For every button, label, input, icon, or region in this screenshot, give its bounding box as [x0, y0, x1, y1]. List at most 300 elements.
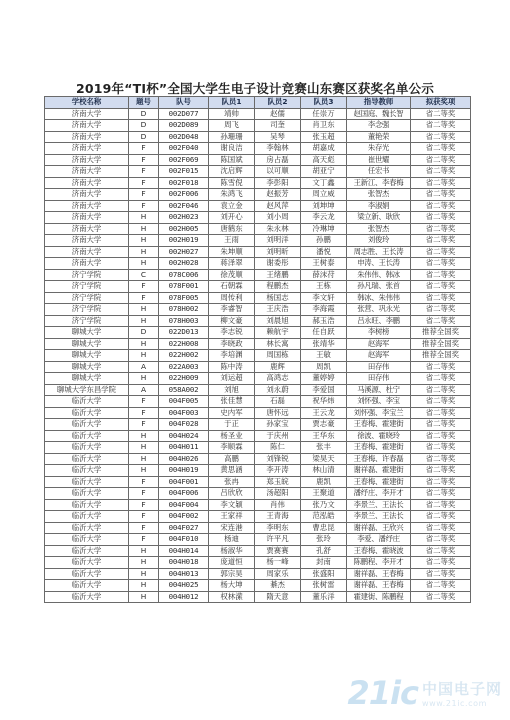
- table-row: [45, 511, 471, 523]
- cell-award: 省二等奖: [411, 108, 471, 120]
- table-row: [45, 258, 471, 270]
- cell-member-3: 董婷婷: [301, 373, 347, 385]
- cell-problem: D: [129, 120, 159, 132]
- cell-school: 临沂大学: [45, 419, 129, 431]
- cell-award: 省二等奖: [411, 430, 471, 442]
- cell-school: 临沂大学: [45, 591, 129, 603]
- cell-member-1: 郭宗昊: [209, 568, 255, 580]
- table-row: [45, 281, 471, 293]
- table-row: [45, 430, 471, 442]
- cell-member-3: 封南: [301, 557, 347, 569]
- cell-team-id: 022H002: [159, 350, 209, 362]
- cell-problem: F: [129, 281, 159, 293]
- cell-award: 省二等奖: [411, 223, 471, 235]
- cell-member-1: 李培渊: [209, 350, 255, 362]
- cell-problem: F: [129, 407, 159, 419]
- cell-member-1: 袁立金: [209, 200, 255, 212]
- cell-member-3: 董乐洋: [301, 591, 347, 603]
- cell-problem: F: [129, 499, 159, 511]
- cell-member-1: 刘开心: [209, 212, 255, 224]
- cell-advisor: 李树榜: [347, 327, 411, 339]
- table-row: [45, 177, 471, 189]
- cell-member-2: 王绪鹏: [255, 269, 301, 281]
- cell-advisor: 孙凡瑞、张首: [347, 281, 411, 293]
- cell-school: 临沂大学: [45, 453, 129, 465]
- cell-member-1: 张佳慧: [209, 396, 255, 408]
- cell-member-1: 黄思涵: [209, 465, 255, 477]
- cell-school: 济南大学: [45, 258, 129, 270]
- cell-member-2: 刘晨旭: [255, 315, 301, 327]
- table-row: [45, 350, 471, 362]
- cell-award: 省二等奖: [411, 419, 471, 431]
- table-row: [45, 212, 471, 224]
- cell-award: 省二等奖: [411, 292, 471, 304]
- cell-award: 省二等奖: [411, 246, 471, 258]
- cell-advisor: 陈鹏程、李开才: [347, 557, 411, 569]
- cell-award: 省二等奖: [411, 154, 471, 166]
- cell-problem: H: [129, 246, 159, 258]
- cell-member-1: 权林潆: [209, 591, 255, 603]
- cell-problem: H: [129, 453, 159, 465]
- cell-team-id: 004F001: [159, 476, 209, 488]
- table-row: [45, 304, 471, 316]
- cell-member-2: 赵儒: [255, 108, 301, 120]
- cell-team-id: 004F003: [159, 407, 209, 419]
- cell-member-1: 吕欣欣: [209, 488, 255, 500]
- table-row: [45, 373, 471, 385]
- cell-member-2: 李翰林: [255, 143, 301, 155]
- cell-member-2: 刘永蔚: [255, 384, 301, 396]
- cell-team-id: 058A002: [159, 384, 209, 396]
- table-row: [45, 166, 471, 178]
- table-row: [45, 522, 471, 534]
- table-row: [45, 154, 471, 166]
- cell-member-3: 张丰: [301, 442, 347, 454]
- cell-problem: H: [129, 315, 159, 327]
- cell-award: 省二等奖: [411, 568, 471, 580]
- cell-award: 推荐全国奖: [411, 327, 471, 339]
- cell-advisor: 赵海军: [347, 338, 411, 350]
- table-row: [45, 419, 471, 431]
- cell-member-2: 谢委彤: [255, 258, 301, 270]
- cell-award: 省二等奖: [411, 522, 471, 534]
- cell-advisor: 王春梅、霍建街: [347, 476, 411, 488]
- cell-problem: F: [129, 522, 159, 534]
- cell-member-3: 冷琳坤: [301, 223, 347, 235]
- cell-member-1: 周传利: [209, 292, 255, 304]
- table-row: [45, 476, 471, 488]
- cell-member-2: 陈仁: [255, 442, 301, 454]
- cell-team-id: 004H024: [159, 430, 209, 442]
- cell-problem: H: [129, 465, 159, 477]
- cell-member-2: 隋天意: [255, 591, 301, 603]
- cell-member-1: 李顺霖: [209, 442, 255, 454]
- cell-problem: H: [129, 223, 159, 235]
- cell-member-1: 刘运超: [209, 373, 255, 385]
- cell-member-3: 王敏: [301, 350, 347, 362]
- cell-school: 临沂大学: [45, 522, 129, 534]
- cell-member-2: 贾赛赛: [255, 545, 301, 557]
- cell-advisor: 张智杰: [347, 189, 411, 201]
- cell-advisor: 霍建街、陈鹏程: [347, 591, 411, 603]
- cell-team-id: 002H023: [159, 212, 209, 224]
- cell-advisor: 周志胜、王长涛: [347, 246, 411, 258]
- cell-member-3: 张树雷: [301, 580, 347, 592]
- cell-school: 济南大学: [45, 108, 129, 120]
- cell-member-1: 于正: [209, 419, 255, 431]
- cell-member-3: 贾志豪: [301, 419, 347, 431]
- table-row: [45, 453, 471, 465]
- cell-team-id: 022H008: [159, 338, 209, 350]
- cell-advisor: 董艳荣: [347, 131, 411, 143]
- cell-advisor: 徐波、霍晓玲: [347, 430, 411, 442]
- cell-problem: A: [129, 384, 159, 396]
- cell-member-3: 王树泰: [301, 258, 347, 270]
- cell-member-1: 朱坤顺: [209, 246, 255, 258]
- header-member-3: 队员3: [301, 97, 347, 109]
- cell-school: 聊城大学: [45, 327, 129, 339]
- cell-problem: F: [129, 189, 159, 201]
- cell-award: 省二等奖: [411, 212, 471, 224]
- cell-member-2: 林长寓: [255, 338, 301, 350]
- cell-team-id: 078C006: [159, 269, 209, 281]
- cell-advisor: 赵国庭、魏长智: [347, 108, 411, 120]
- cell-problem: F: [129, 476, 159, 488]
- cell-member-3: 张乃文: [301, 499, 347, 511]
- cell-member-3: 范泓皓: [301, 511, 347, 523]
- cell-member-2: 李开涛: [255, 465, 301, 477]
- cell-problem: D: [129, 131, 159, 143]
- cell-member-3: 周凯: [301, 361, 347, 373]
- cell-problem: H: [129, 430, 159, 442]
- cell-problem: C: [129, 269, 159, 281]
- cell-member-1: 庞道恒: [209, 557, 255, 569]
- cell-team-id: 004H019: [159, 465, 209, 477]
- cell-school: 济南大学: [45, 166, 129, 178]
- cell-team-id: 002H027: [159, 246, 209, 258]
- cell-school: 济南大学: [45, 200, 129, 212]
- cell-advisor: 吕永旺、李鹏: [347, 315, 411, 327]
- cell-school: 临沂大学: [45, 476, 129, 488]
- table-row: [45, 591, 471, 603]
- table-row: [45, 568, 471, 580]
- cell-problem: F: [129, 177, 159, 189]
- cell-member-3: 王华东: [301, 430, 347, 442]
- cell-team-id: 004F006: [159, 488, 209, 500]
- cell-award: 省二等奖: [411, 189, 471, 201]
- cell-member-3: 张玉超: [301, 131, 347, 143]
- header-member-2: 队员2: [255, 97, 301, 109]
- cell-award: 省二等奖: [411, 361, 471, 373]
- cell-problem: F: [129, 534, 159, 546]
- cell-team-id: 004H025: [159, 580, 209, 592]
- cell-award: 省二等奖: [411, 143, 471, 155]
- cell-problem: H: [129, 212, 159, 224]
- cell-member-2: 赵风萍: [255, 200, 301, 212]
- cell-problem: H: [129, 580, 159, 592]
- cell-award: 省二等奖: [411, 315, 471, 327]
- cell-member-1: 陈国斌: [209, 154, 255, 166]
- cell-team-id: 004F002: [159, 511, 209, 523]
- cell-advisor: 王春梅、霍晓波: [347, 545, 411, 557]
- cell-problem: F: [129, 419, 159, 431]
- cell-school: 临沂大学: [45, 488, 129, 500]
- cell-member-1: 唐鹤东: [209, 223, 255, 235]
- cell-team-id: 004H018: [159, 557, 209, 569]
- cell-member-1: 宋连港: [209, 522, 255, 534]
- table-row: [45, 292, 471, 304]
- cell-school: 聊城大学: [45, 373, 129, 385]
- watermark: [348, 674, 502, 712]
- cell-school: 济南大学: [45, 131, 129, 143]
- cell-advisor: 刘怀强、李宝: [347, 396, 411, 408]
- cell-award: 省二等奖: [411, 396, 471, 408]
- cell-team-id: 002H019: [159, 235, 209, 247]
- table-row: [45, 407, 471, 419]
- cell-member-2: 鹿辉: [255, 361, 301, 373]
- cell-team-id: 002F069: [159, 154, 209, 166]
- cell-member-2: 刘锋锐: [255, 453, 301, 465]
- cell-advisor: 马溪源、杜宁: [347, 384, 411, 396]
- cell-problem: F: [129, 143, 159, 155]
- cell-member-2: 吴琴: [255, 131, 301, 143]
- table-row: [45, 120, 471, 132]
- cell-member-2: 刘明昕: [255, 246, 301, 258]
- cell-advisor: 张智杰: [347, 223, 411, 235]
- cell-school: 聊城大学: [45, 338, 129, 350]
- cell-advisor: 梁立新、耿欣: [347, 212, 411, 224]
- cell-advisor: 王新江、李春梅: [347, 177, 411, 189]
- cell-member-1: 柳文豪: [209, 315, 255, 327]
- cell-member-1: 沈启辉: [209, 166, 255, 178]
- cell-member-1: 高鹏: [209, 453, 255, 465]
- table-row: [45, 488, 471, 500]
- cell-member-2: 于庆州: [255, 430, 301, 442]
- cell-advisor: 任宏书: [347, 166, 411, 178]
- cell-member-2: 李明东: [255, 522, 301, 534]
- table-row: [45, 338, 471, 350]
- cell-member-2: 朱永林: [255, 223, 301, 235]
- cell-advisor: 李爱、潘纾庄: [347, 534, 411, 546]
- cell-member-3: 高天彪: [301, 154, 347, 166]
- cell-school: 临沂大学: [45, 499, 129, 511]
- cell-school: 临沂大学: [45, 511, 129, 523]
- cell-team-id: 004H012: [159, 591, 209, 603]
- cell-member-1: 李睿智: [209, 304, 255, 316]
- cell-member-1: 杨迪: [209, 534, 255, 546]
- cell-member-1: 史内军: [209, 407, 255, 419]
- cell-team-id: 078F001: [159, 281, 209, 293]
- cell-member-2: 周国栋: [255, 350, 301, 362]
- cell-award: 省二等奖: [411, 200, 471, 212]
- table-row: [45, 384, 471, 396]
- cell-member-2: 赖航宇: [255, 327, 301, 339]
- cell-member-3: 刘坤坤: [301, 200, 347, 212]
- cell-member-2: 杨一峰: [255, 557, 301, 569]
- cell-school: 临沂大学: [45, 465, 129, 477]
- cell-problem: D: [129, 327, 159, 339]
- cell-school: 济南大学: [45, 246, 129, 258]
- cell-award: 省二等奖: [411, 407, 471, 419]
- header-problem: 题号: [129, 97, 159, 109]
- cell-problem: H: [129, 304, 159, 316]
- cell-award: 省二等奖: [411, 465, 471, 477]
- cell-team-id: 022A003: [159, 361, 209, 373]
- cell-award: 省二等奖: [411, 281, 471, 293]
- watermark-text: [422, 678, 502, 708]
- cell-member-2: 王青海: [255, 511, 301, 523]
- cell-school: 济宁学院: [45, 315, 129, 327]
- cell-member-1: 刘旭: [209, 384, 255, 396]
- cell-member-2: 石磊: [255, 396, 301, 408]
- cell-member-3: 王云龙: [301, 407, 347, 419]
- cell-member-2: 唐怀远: [255, 407, 301, 419]
- cell-member-1: 靖帅: [209, 108, 255, 120]
- cell-member-3: 胡嘉成: [301, 143, 347, 155]
- cell-school: 济南大学: [45, 235, 129, 247]
- cell-advisor: 朱伟伟、韩冰: [347, 269, 411, 281]
- table-row: [45, 315, 471, 327]
- table-row: [45, 223, 471, 235]
- cell-member-3: 胡亚宁: [301, 166, 347, 178]
- table-row: [45, 465, 471, 477]
- cell-problem: F: [129, 154, 159, 166]
- cell-advisor: 李景兰、王法长: [347, 511, 411, 523]
- table-row: [45, 557, 471, 569]
- cell-problem: H: [129, 591, 159, 603]
- cell-school: 临沂大学: [45, 580, 129, 592]
- cell-team-id: 078H003: [159, 315, 209, 327]
- cell-award: 省二等奖: [411, 499, 471, 511]
- table-row: [45, 361, 471, 373]
- cell-team-id: 004H013: [159, 568, 209, 580]
- cell-member-2: 孙家宝: [255, 419, 301, 431]
- cell-advisor: 刘怀强、李宝兰: [347, 407, 411, 419]
- cell-school: 聊城大学: [45, 350, 129, 362]
- cell-school: 聊城大学东昌学院: [45, 384, 129, 396]
- cell-member-2: 以可顺: [255, 166, 301, 178]
- table-row: [45, 580, 471, 592]
- cell-team-id: 002H005: [159, 223, 209, 235]
- cell-member-3: 张盛阳: [301, 568, 347, 580]
- cell-member-2: 肖伟: [255, 499, 301, 511]
- cell-team-id: 004H011: [159, 442, 209, 454]
- cell-school: 临沂大学: [45, 396, 129, 408]
- cell-school: 济南大学: [45, 223, 129, 235]
- table-row: [45, 499, 471, 511]
- cell-award: 省二等奖: [411, 511, 471, 523]
- cell-school: 济宁学院: [45, 304, 129, 316]
- cell-problem: A: [129, 361, 159, 373]
- cell-member-2: 汤超阳: [255, 488, 301, 500]
- table-row: [45, 396, 471, 408]
- cell-problem: H: [129, 338, 159, 350]
- header-school: 学校名称: [45, 97, 129, 109]
- cell-member-2: 赵振芳: [255, 189, 301, 201]
- cell-award: 省二等奖: [411, 453, 471, 465]
- cell-advisor: 赵海军: [347, 350, 411, 362]
- cell-team-id: 002D048: [159, 131, 209, 143]
- table-row: [45, 442, 471, 454]
- cell-member-1: 陈中涛: [209, 361, 255, 373]
- cell-team-id: 022H009: [159, 373, 209, 385]
- cell-problem: F: [129, 200, 159, 212]
- watermark-logo: 21ic: [347, 674, 418, 712]
- cell-school: 济南大学: [45, 154, 129, 166]
- cell-award: 省二等奖: [411, 235, 471, 247]
- table-row: [45, 545, 471, 557]
- cell-team-id: 004F005: [159, 396, 209, 408]
- cell-member-3: 肖卫东: [301, 120, 347, 132]
- cell-team-id: 004F010: [159, 534, 209, 546]
- cell-member-1: 李文颖: [209, 499, 255, 511]
- cell-school: 济宁学院: [45, 281, 129, 293]
- cell-member-2: 杨国志: [255, 292, 301, 304]
- cell-problem: H: [129, 235, 159, 247]
- cell-award: 省二等奖: [411, 373, 471, 385]
- cell-problem: H: [129, 557, 159, 569]
- cell-problem: H: [129, 545, 159, 557]
- cell-problem: H: [129, 442, 159, 454]
- cell-advisor: 李景兰、王法长: [347, 499, 411, 511]
- cell-award: 推荐全国奖: [411, 350, 471, 362]
- cell-award: 省二等奖: [411, 534, 471, 546]
- cell-school: 聊城大学: [45, 361, 129, 373]
- cell-award: 省二等奖: [411, 488, 471, 500]
- cell-member-3: 郝玉浩: [301, 315, 347, 327]
- cell-award: 省二等奖: [411, 557, 471, 569]
- cell-member-3: 孙鹏: [301, 235, 347, 247]
- cell-award: 省二等奖: [411, 177, 471, 189]
- cell-member-3: 文丁鑫: [301, 177, 347, 189]
- cell-member-2: 刘小周: [255, 212, 301, 224]
- cell-member-3: 孔舒: [301, 545, 347, 557]
- cell-member-1: 孙珊珊: [209, 131, 255, 143]
- cell-member-3: 曹忠昆: [301, 522, 347, 534]
- cell-member-1: 朱鸿飞: [209, 189, 255, 201]
- cell-member-1: 李志锐: [209, 327, 255, 339]
- table-row: [45, 131, 471, 143]
- cell-award: 省二等奖: [411, 384, 471, 396]
- cell-award: 省二等奖: [411, 545, 471, 557]
- cell-problem: F: [129, 488, 159, 500]
- cell-member-3: 鹿凯: [301, 476, 347, 488]
- table-row: [45, 269, 471, 281]
- watermark-site-name: 中国电子网: [421, 680, 502, 698]
- cell-member-3: 王聚道: [301, 488, 347, 500]
- cell-advisor: 谢祥磊、王欣兴: [347, 522, 411, 534]
- cell-member-1: 石朝霖: [209, 281, 255, 293]
- cell-school: 临沂大学: [45, 407, 129, 419]
- cell-member-1: 杨圣业: [209, 430, 255, 442]
- table-body: [45, 108, 471, 603]
- cell-school: 临沂大学: [45, 545, 129, 557]
- header-award: 拟获奖项: [411, 97, 471, 109]
- cell-problem: F: [129, 511, 159, 523]
- table-row: [45, 327, 471, 339]
- awards-table: [44, 96, 471, 603]
- cell-team-id: 002F006: [159, 189, 209, 201]
- cell-member-3: 林山清: [301, 465, 347, 477]
- cell-member-1: 王家祥: [209, 511, 255, 523]
- cell-advisor: 谢祥磊、霍建街: [347, 465, 411, 477]
- cell-problem: H: [129, 373, 159, 385]
- cell-advisor: 田存伟: [347, 361, 411, 373]
- cell-advisor: 崔世耀: [347, 154, 411, 166]
- cell-team-id: 078H002: [159, 304, 209, 316]
- cell-team-id: 002D089: [159, 120, 209, 132]
- cell-advisor: 潘纾庄、李开才: [347, 488, 411, 500]
